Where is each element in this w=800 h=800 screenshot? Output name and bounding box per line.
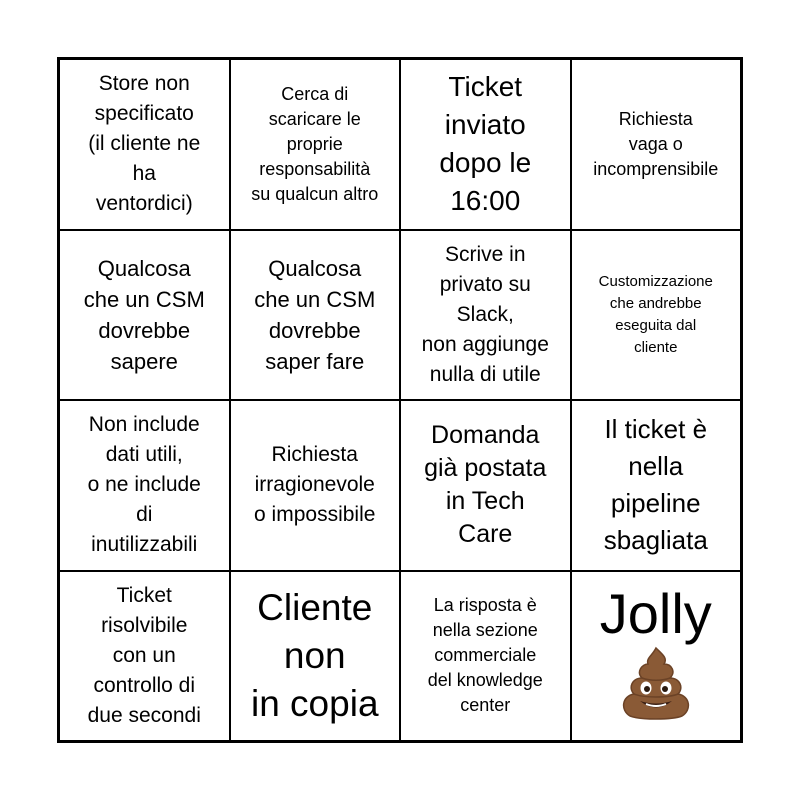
- cell-text: Store non specificato (il cliente ne ha ventordici): [88, 72, 201, 216]
- free-cell-jolly[interactable]: [571, 571, 742, 742]
- bingo-cell[interactable]: [400, 400, 571, 571]
- bingo-cell[interactable]: [230, 400, 401, 571]
- cell-text: Richiesta irragionevole o impossibile: [254, 443, 376, 527]
- cell-text: Non include dati utili, o ne include di inutilizzabili: [87, 413, 201, 557]
- jolly-label: Jolly: [599, 581, 712, 645]
- cell-text: Domanda già postata in Tech Care: [424, 421, 547, 549]
- cell-text: Ticket risolvibile con un controllo di due secondi: [87, 583, 201, 727]
- bingo-cell[interactable]: [230, 230, 401, 401]
- bingo-cell[interactable]: [571, 230, 742, 401]
- bingo-cell[interactable]: [571, 400, 742, 571]
- bingo-cell[interactable]: [59, 59, 230, 230]
- bingo-cell[interactable]: [59, 230, 230, 401]
- cell-text: Cliente non in copia: [250, 586, 379, 724]
- cell-text: Qualcosa che un CSM dovrebbe saper fare: [254, 255, 376, 374]
- bingo-cell[interactable]: [571, 59, 742, 230]
- cell-text: Cerca di scaricare le proprie responsabilità su qualcun altro: [251, 83, 379, 204]
- cell-text: La risposta è nella sezione commerciale del knowledge center: [427, 595, 543, 716]
- cell-text: Ticket inviato dopo le 16:00: [439, 71, 532, 217]
- cell-text: Richiesta vaga o incomprensibile: [593, 108, 719, 179]
- bingo-cell[interactable]: [400, 230, 571, 401]
- bingo-cell[interactable]: [59, 400, 230, 571]
- bingo-cell[interactable]: [230, 571, 401, 742]
- bingo-cell[interactable]: [400, 59, 571, 230]
- cell-text: Scrive in privato su Slack, non aggiunge nulla di utile: [421, 242, 549, 386]
- bingo-cell[interactable]: [230, 59, 401, 230]
- cell-text: Customizzazione che andrebbe eseguita dal cliente: [598, 272, 713, 356]
- bingo-board: [57, 57, 743, 743]
- pile-of-poo-icon: [618, 646, 694, 720]
- cell-text: Il ticket è nella pipeline sbagliata: [603, 414, 708, 556]
- bingo-cell[interactable]: [400, 571, 571, 742]
- cell-text: Qualcosa che un CSM dovrebbe sapere: [83, 255, 205, 374]
- bingo-cell[interactable]: [59, 571, 230, 742]
